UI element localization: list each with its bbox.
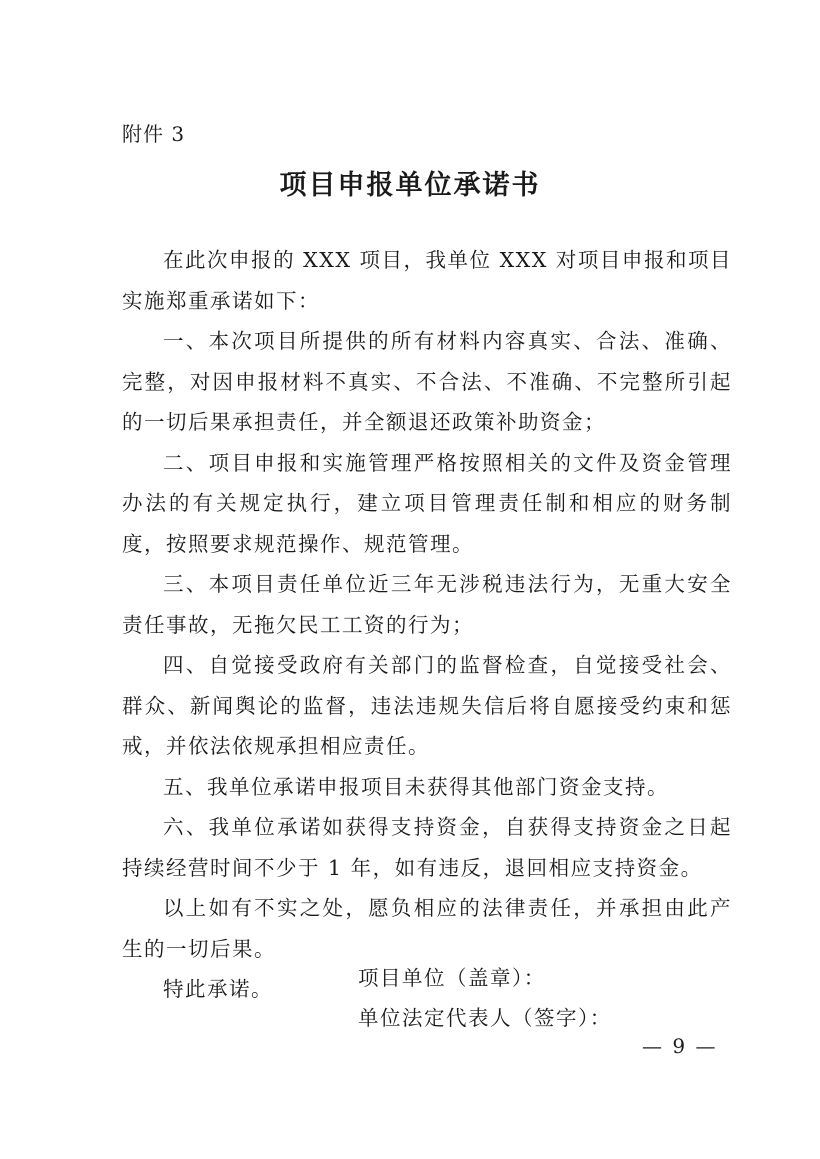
signature-block <box>358 958 612 1038</box>
unit-seal-label: 项目单位（盖章）： <box>358 966 546 990</box>
closing-paragraph: 特此承诺。 <box>163 977 273 1001</box>
page-number: — 9 — <box>642 1034 718 1058</box>
liability-paragraph: 以上如有不实之处，愿负相应的法律责任，并承担由此产生的一切后果。 <box>122 896 732 961</box>
commitment-item-3: 三、本项目责任单位近三年无涉税违法行为，无重大安全责任事故，无拖欠民工工资的行为； <box>122 572 732 637</box>
document-title: 项目申报单位承诺书 <box>279 170 541 201</box>
intro-paragraph: 在此次申报的 XXX 项目，我单位 XXX 对项目申报和项目实施郑重承诺如下： <box>122 248 732 313</box>
representative-signature-label: 单位法定代表人（签字）： <box>358 1006 612 1030</box>
commitment-item-6: 六、我单位承诺如获得支持资金，自获得支持资金之日起持续经营时间不少于 1 年，如有违反，退回相应支持资金。 <box>122 815 732 880</box>
commitment-item-1: 一、本次项目所提供的所有材料内容真实、合法、准确、完整，对因申报材料不真实、不合法、不准确、不完整所引起的一切后果承担责任，并全额退还政策补助资金； <box>122 329 732 434</box>
commitment-item-5: 五、我单位承诺申报项目未获得其他部门资金支持。 <box>163 774 669 799</box>
document-body <box>122 240 732 1010</box>
commitment-item-2: 二、项目申报和实施管理严格按照相关的文件及资金管理办法的有关规定执行，建立项目管理责任制和相应的财务制度，按照要求规范操作、规范管理。 <box>122 450 732 556</box>
commitment-item-4: 四、自觉接受政府有关部门的监督检查，自觉接受社会、群众、新闻舆论的监督，违法违规失信后将自愿接受约束和惩戒，并依法依规承担相应责任。 <box>122 653 732 758</box>
attachment-label: 附件 3 <box>122 122 186 146</box>
